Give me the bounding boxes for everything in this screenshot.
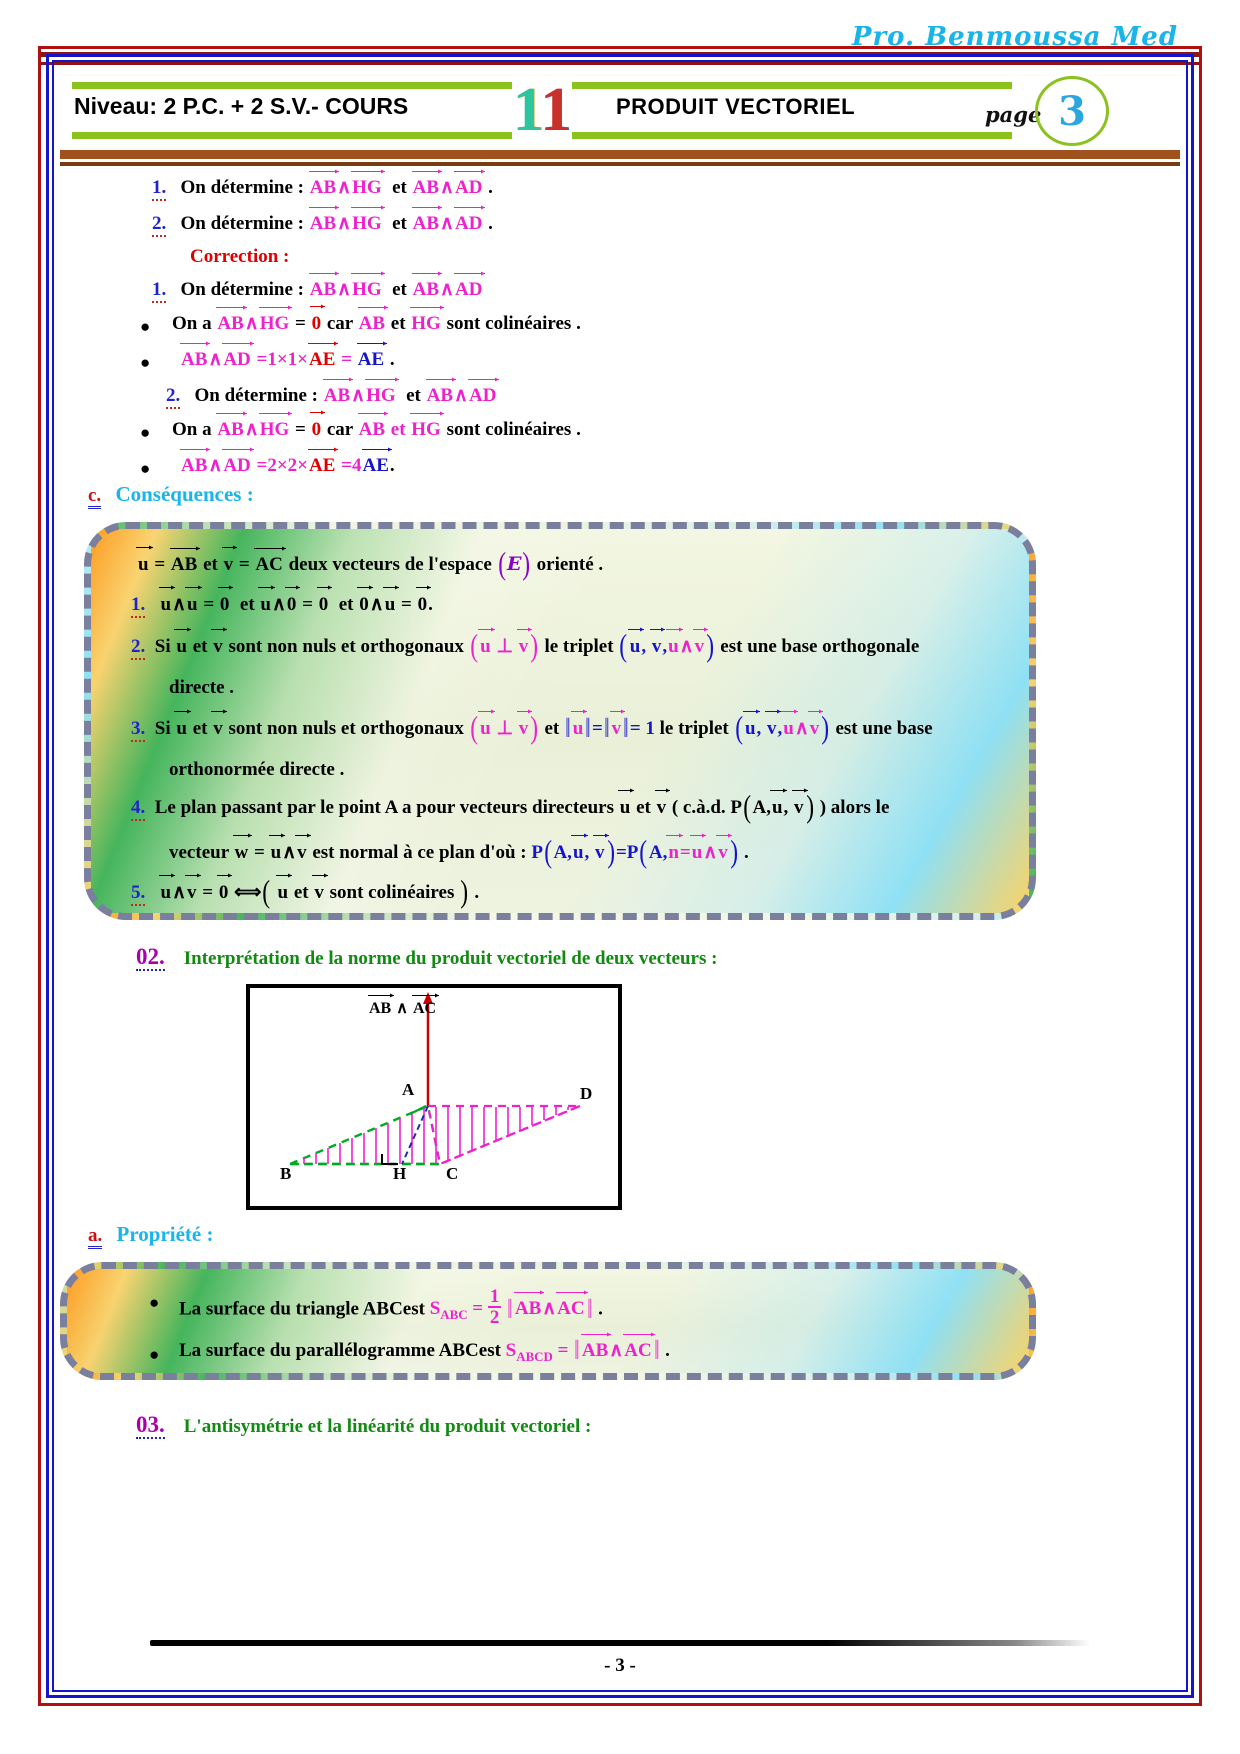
consequence-item-1: 1. u∧u = 0 et u∧0 = 0 et 0∧u = 0. (131, 593, 433, 616)
item-3-tail: est une base (835, 718, 933, 739)
item-4-vecteur-word: vecteur (169, 842, 229, 863)
vector-u: u (771, 797, 783, 818)
item-2-lead: Si (154, 636, 171, 657)
item-2-triplet-lead: le triplet (544, 636, 614, 657)
item-3-one: = 1 (629, 718, 655, 739)
vector-HG: HG (411, 419, 441, 440)
item-4-eq: = (254, 842, 265, 863)
course-level: Niveau: 2 P.C. + 2 S.V.- COURS (74, 93, 409, 119)
exercise-item-2-period: . (488, 213, 493, 234)
prop-2-subscript: ABCD (516, 1348, 553, 1364)
hatch-fill-magenta (304, 1107, 568, 1164)
vector-AB: AB (412, 177, 440, 198)
consequence-item-4-line-2: vecteur w = u∧v est normal à ce plan d'où : P(A,u, v)=P(A,n=u∧v) . (169, 834, 749, 870)
consequence-item-3-line-2: orthonormée directe . (169, 759, 345, 780)
vector-AB: AB (181, 455, 208, 476)
item-3-lead: Si (154, 718, 171, 739)
intro-et: et (203, 554, 218, 575)
vector-v: v (694, 636, 705, 657)
vector-AC: AC (255, 554, 283, 575)
page-word: page (985, 102, 1042, 127)
consequences-intro: u = AB et v = AC deux vecteurs de l'espace (E) orienté . (138, 546, 604, 582)
prop-1-fraction-numerator: 1 (489, 1286, 500, 1307)
vector-AB: AB (412, 213, 440, 234)
prop-2-lead: La surface du parallélogramme (179, 1340, 435, 1361)
vector-AC: AC (557, 1298, 585, 1320)
vector-AE-red: AE (309, 349, 336, 370)
vector-AE-red: AE (309, 455, 336, 476)
correction-bullet-2: AB∧AD =1×1×AE = AE . (181, 349, 395, 370)
correction-part-2-number: 2. (166, 385, 180, 409)
author-name: Pro. Benmoussa Med (851, 22, 1178, 52)
item-1-period: . (428, 594, 433, 615)
bullet-2-period: . (389, 349, 395, 370)
figure-cross-product-label (368, 998, 437, 1018)
vector-v: v (651, 636, 662, 657)
bullet-dot: ● (140, 353, 151, 372)
exercise-item-1: 1. On détermine : AB∧HG et AB∧AD . (152, 176, 493, 199)
prop-1-fraction-denominator: 2 (489, 1307, 500, 1328)
bullet-dot: ● (140, 459, 151, 478)
vector-u: u (572, 718, 584, 739)
chapter-number (512, 72, 572, 150)
consequence-item-4-number: 4. (131, 797, 145, 821)
vector-u: u (691, 842, 703, 863)
vector-v: v (809, 718, 820, 739)
vector-HG: HG (366, 385, 396, 406)
consequences-callout (84, 522, 1036, 920)
prop-1-abc: ABC (362, 1298, 403, 1320)
zero-vector: 0 (359, 594, 369, 615)
header-rule-left-top (72, 82, 512, 89)
bullet-2-equals-2: = (341, 349, 352, 370)
consequences-letter: c. (88, 485, 101, 509)
vector-AB: AB (581, 1340, 609, 1361)
correction-bullet-4: AB∧AD =2×2×AE =4AE. (181, 455, 395, 476)
prop-2-S: S (505, 1340, 517, 1361)
section-02-heading (136, 944, 717, 970)
zero-vector: 0 (417, 594, 428, 615)
footer-rule (150, 1640, 1090, 1646)
bullet-2-factor: 1×1× (267, 349, 309, 370)
vector-v: v (656, 797, 667, 818)
item-1-et-b: et (338, 594, 354, 615)
vector-HG: HG (411, 313, 441, 334)
item-1-et-a: et (239, 594, 255, 615)
vector-u: u (480, 636, 491, 657)
vector-w: w (234, 842, 249, 863)
exercise-item-1-period: . (488, 177, 493, 198)
bullet-3-et: et (390, 419, 406, 440)
bullet-1-et: et (390, 313, 406, 334)
vector-u: u (384, 594, 396, 615)
consequence-item-1-number: 1. (131, 594, 145, 618)
vector-AB: AB (369, 1000, 392, 1017)
bullet-2-equals: = (256, 349, 268, 370)
zero-vector: 0 (286, 594, 297, 615)
consequence-item-2-line-2: directe . (169, 677, 235, 698)
vector-AB: AB (309, 177, 337, 198)
page-title: PRODUIT VECTORIEL (616, 94, 856, 119)
vector-u: u (629, 636, 641, 657)
correction-part-2-text: On détermine : (194, 385, 318, 406)
parallelogram-ADC-outline (428, 1106, 580, 1164)
correction-part-1-conj: et (392, 279, 407, 300)
item-4-period: . (743, 842, 749, 863)
consequence-item-3-number: 3. (131, 718, 145, 742)
vector-v: v (187, 882, 197, 903)
prop-1-est: est (402, 1298, 425, 1320)
prop-1-op: ∧ (542, 1298, 557, 1320)
bullet-dot: ● (149, 1293, 160, 1312)
exercise-item-2: 2. On détermine : AB∧HG et AB∧AD . (152, 212, 493, 235)
item-4-text-b: a pour vecteurs directeurs (402, 797, 614, 818)
correction-label: Correction : (190, 246, 290, 267)
vector-v: v (223, 554, 234, 575)
exercise-item-1-conj: et (392, 177, 407, 198)
figure-point-A: A (402, 1080, 415, 1099)
section-03-heading (136, 1412, 591, 1438)
correction-part-2-conj: et (406, 385, 421, 406)
vector-u: u (572, 842, 584, 863)
consequence-item-2: 2. Si u et v sont non nuls et orthogonaux ( u ⊥ v) le triplet ( u, v,u∧v) est une base orthogonale (131, 628, 920, 664)
prop-1-period: . (598, 1298, 603, 1320)
vector-AB: AB (514, 1298, 542, 1320)
propriete-callout (60, 1262, 1036, 1380)
vector-product-figure (246, 984, 622, 1210)
vector-v: v (297, 842, 307, 863)
vector-v: v (611, 718, 622, 739)
item-4-P: P (730, 797, 743, 818)
consequences-title: Conséquences : (115, 482, 254, 506)
vector-u: u (270, 842, 282, 863)
bullet-1-tail: sont colinéaires . (446, 313, 581, 334)
figure-point-C: C (446, 1164, 459, 1183)
section-02-title: Interprétation de la norme du produit vectoriel de deux vecteurs : (183, 948, 718, 969)
prop-2-eq: = (557, 1340, 569, 1361)
vector-u: u (260, 594, 271, 615)
vector-v: v (213, 636, 223, 657)
vector-v: v (718, 842, 728, 863)
vector-n: n (668, 842, 679, 863)
page-number-badge: 3 (1035, 76, 1109, 146)
item-5-iff: ⟺ (234, 882, 262, 903)
vector-v: v (314, 882, 324, 903)
vector-AB: AB (358, 313, 386, 334)
vector-u: u (187, 594, 198, 615)
header-divider-brown (60, 150, 1180, 159)
vector-u: u (176, 636, 187, 657)
consequence-item-3: 3. Si u et v sont non nuls et orthogonaux ( u ⊥ v) et ‖ u‖=‖ v‖= 1 le triplet ( u, v,u∧v) est une base (131, 710, 933, 746)
exercise-item-1-text: On détermine : (180, 177, 304, 198)
zero-vector: 0 (218, 882, 229, 903)
vector-u: u (668, 636, 679, 657)
vector-v: v (595, 842, 605, 863)
vector-HG: HG (259, 313, 290, 334)
vector-AB: AB (217, 313, 244, 334)
right-angle-mark (382, 1154, 398, 1164)
item-3-and: et (544, 718, 560, 739)
item-2-mid: sont non nuls et orthogonaux (228, 636, 464, 657)
zero-vector: 0 (311, 313, 322, 334)
intro-tail: deux vecteurs de l'espace (288, 554, 492, 575)
correction-bullet-1: On a AB∧HG = 0 car AB et HG sont colinéaires . (172, 313, 581, 334)
item-4-text-b2: est normal à ce plan d'où : (312, 842, 527, 863)
prop-2-est: est (478, 1340, 501, 1361)
bullet-1-lead: On a (172, 313, 212, 334)
vector-v: v (518, 636, 529, 657)
bullet-4-equals: = (256, 455, 268, 476)
triangle-ABC-outline (290, 1106, 440, 1164)
chapter-number-digit-1: 1 (512, 76, 541, 144)
exercise-item-1-number: 1. (152, 177, 166, 201)
vector-AD: AD (223, 455, 251, 476)
header-rule-right-bottom (572, 132, 1012, 139)
propriete-bullet-2: La surface du parallélogramme ABCest $S_{ABCD}$ = ‖ AB∧AC‖ . (179, 1334, 670, 1366)
item-5-period: . (474, 882, 480, 903)
vector-u: u (160, 882, 172, 903)
vector-AD: AD (454, 177, 483, 198)
prop-2-op: ∧ (609, 1340, 624, 1361)
correction-part-1-text: On détermine : (180, 279, 304, 300)
bullet-dot: ● (140, 317, 151, 336)
item-3-mid: sont non nuls et orthogonaux (228, 718, 464, 739)
bullet-4-factor: 2×2× (267, 455, 309, 476)
space-symbol: E (506, 553, 522, 575)
item-4-P2: P (531, 842, 543, 863)
vector-u: u (277, 882, 289, 903)
item-3-eq: = (592, 718, 603, 739)
bullet-1-equals: = (295, 313, 306, 334)
vector-u: u (783, 718, 794, 739)
consequence-item-5-number: 5. (131, 882, 145, 906)
item-2-tail: est une base orthogonale (720, 636, 920, 657)
section-03-number: 03. (136, 1412, 165, 1437)
vector-AB: AB (217, 419, 244, 440)
figure-point-H: H (393, 1164, 407, 1183)
vector-AB: AB (426, 385, 454, 406)
bullet-dot: ● (149, 1345, 160, 1364)
item-4-close: ) alors le (819, 797, 890, 818)
item-4-point-A: A (384, 797, 398, 818)
zero-vector: 0 (318, 594, 329, 615)
intro-eq-1: = (154, 554, 166, 575)
bullet-1-car: car (326, 313, 353, 334)
vector-v: v (518, 718, 529, 739)
item-3-perp: ⊥ (496, 718, 513, 739)
vector-AE-blue: AE (362, 455, 389, 476)
exercise-item-2-text: On détermine : (180, 213, 304, 234)
zero-vector: 0 (219, 594, 230, 615)
vector-AD: AD (223, 349, 251, 370)
consequence-item-5: 5. u∧v = 0 ⟺( u et v sont colinéaires ) . (131, 874, 480, 910)
intro-end: orienté . (536, 554, 604, 575)
bullet-4-period: . (389, 455, 395, 476)
item-3-triplet-lead: le triplet (659, 718, 729, 739)
section-02-number: 02. (136, 944, 165, 969)
item-3-et: et (192, 718, 208, 739)
vector-u: u (619, 797, 631, 818)
prop-1-eq: = (472, 1298, 484, 1320)
vector-u: u (176, 718, 187, 739)
bullet-4-equals-2: = (341, 455, 352, 476)
prop-1-lead: La surface du triangle (179, 1298, 359, 1320)
item-4-text-a: Le plan passant par le point (154, 797, 381, 818)
vector-HG: HG (259, 419, 290, 440)
bullet-3-car: car (326, 419, 353, 440)
vector-AD: AD (454, 279, 483, 300)
header-rule-right-top (572, 82, 1012, 89)
header-rule-left-bottom (72, 132, 512, 139)
vector-AD: AD (468, 385, 497, 406)
vector-u: u (744, 718, 756, 739)
correction-part-1: 1. On détermine : AB∧HG et AB∧AD (152, 278, 483, 301)
bullet-3-equals: = (295, 419, 306, 440)
vector-AB: AB (412, 279, 440, 300)
consequence-item-4: 4. Le plan passant par le point A a pour vecteurs directeurs u et v ( c.à.d. P(A,u, v) ) alors le (131, 789, 890, 825)
vector-u: u (480, 718, 491, 739)
item-4-cad: ( c.à.d. (671, 797, 726, 818)
figure-point-B: B (280, 1164, 292, 1183)
correction-part-2: 2. On détermine : AB∧HG et AB∧AD (166, 384, 497, 407)
footer-page-number: - 3 - (604, 1655, 636, 1676)
page-header (60, 70, 1180, 152)
item-5-eq: = (202, 882, 214, 903)
vector-AB: AB (309, 279, 337, 300)
bullet-dot: ● (140, 423, 151, 442)
correction-bullet-3: On a AB∧HG = 0 car AB et HG sont colinéaires . (172, 419, 581, 440)
consequences-heading (88, 482, 254, 507)
vector-AC: AC (412, 1000, 437, 1017)
intro-eq-2: = (238, 554, 250, 575)
vector-AC: AC (624, 1340, 652, 1361)
figure-op: ∧ (396, 1000, 408, 1017)
vector-AD: AD (454, 213, 483, 234)
bullet-4-coefficient: 4 (352, 455, 362, 476)
figure-svg (250, 988, 622, 1210)
vector-HG: HG (352, 177, 382, 198)
section-03-title: L'antisymétrie et la linéarité du produit vectoriel : (183, 1416, 592, 1437)
exercise-item-2-conj: et (392, 213, 407, 234)
propriete-title: Propriété : (116, 1222, 214, 1246)
vector-v: v (213, 718, 223, 739)
vector-AE-blue: AE (357, 349, 385, 370)
vector-AB: AB (170, 554, 198, 575)
item-4-et: et (636, 797, 651, 818)
bullet-3-lead: On a (172, 419, 212, 440)
vector-u: u (160, 594, 172, 615)
prop-1-S: S (429, 1298, 441, 1320)
bullet-3-tail: sont colinéaires . (446, 419, 581, 440)
vector-HG: HG (352, 279, 382, 300)
prop-2-period: . (665, 1340, 670, 1361)
item-2-et: et (192, 636, 208, 657)
figure-point-D: D (580, 1084, 593, 1103)
exercise-item-2-number: 2. (152, 213, 166, 237)
correction-part-1-number: 1. (152, 279, 166, 303)
propriete-letter: a. (88, 1225, 102, 1249)
vector-u: u (138, 554, 149, 575)
consequence-item-2-number: 2. (131, 636, 145, 660)
vector-AB: AB (323, 385, 351, 406)
propriete-bullet-1: La surface du triangle ABCest $S_{ABC}$ = $\frac{1}{2}$ ‖ AB∧AC‖ . (179, 1286, 603, 1328)
prop-1-subscript: ABC (440, 1307, 468, 1323)
vector-AB: AB (309, 213, 337, 234)
zero-vector: 0 (311, 419, 322, 440)
vector-AB: AB (358, 419, 386, 440)
item-2-perp: ⊥ (496, 636, 513, 657)
item-4-P3: P (626, 842, 639, 863)
vector-v: v (794, 797, 804, 818)
prop-2-abc: ABC (438, 1340, 479, 1361)
header-divider-brown-2 (60, 162, 1180, 166)
vector-HG: HG (352, 213, 382, 234)
vector-v: v (767, 718, 777, 739)
propriete-heading (88, 1222, 213, 1247)
vector-AB: AB (181, 349, 208, 370)
chapter-number-digit-2: 1 (540, 76, 572, 144)
